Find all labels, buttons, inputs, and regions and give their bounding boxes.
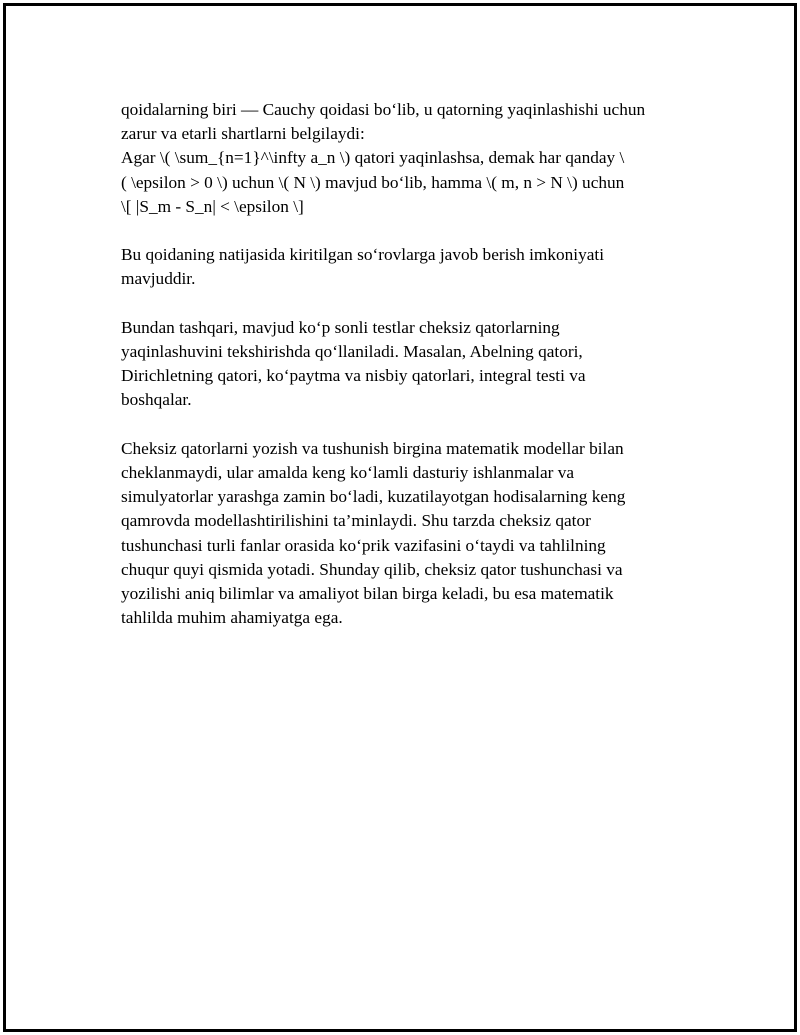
text-line: simulyatorlar yarashga zamin bo‘ladi, kuzatilayotgan hodisalarning keng bbox=[121, 487, 626, 507]
paragraph-convergence-tests bbox=[121, 316, 691, 413]
text-line: cheklanmaydi, ular amalda keng ko‘lamli dasturiy ishlanmalar va bbox=[121, 463, 574, 482]
page-frame bbox=[3, 3, 797, 1032]
document-body bbox=[121, 98, 691, 655]
text-line: tahlilda muhim ahamiyatga ega. bbox=[121, 608, 343, 628]
text-line: yozilishi aniq bilimlar va amaliyot bilan birga keladi, bu esa matematik bbox=[121, 584, 614, 604]
text-line: qoidalarning biri — Cauchy qoidasi bo‘lib, u qatorning yaqinlashishi uchun bbox=[121, 100, 646, 119]
text-line: Bundan tashqari, mavjud ko‘p sonli testlar cheksiz qatorlarning bbox=[121, 317, 560, 337]
text-line: \[ |S_m - S_n| < \epsilon \] bbox=[121, 196, 304, 216]
text-line: zarur va etarli shartlarni belgilaydi: bbox=[121, 124, 365, 144]
text-line: Bu qoidaning natijasida kiritilgan so‘rovlarga javob berish imkoniyati bbox=[121, 245, 604, 265]
text-line: chuqur quyi qismida yotadi. Shunday qilib, cheksiz qator tushunchasi va bbox=[121, 559, 623, 579]
paragraph-cauchy-rule bbox=[121, 98, 691, 219]
text-line: tushunchasi turli fanlar orasida ko‘prik vazifasini o‘taydi va tahlilning bbox=[121, 535, 606, 555]
text-line: Cheksiz qatorlarni yozish va tushunish birgina matematik modellar bilan bbox=[121, 438, 624, 458]
text-line: Agar \( \sum_{n=1}^\infty a_n \) qatori yaqinlashsa, demak har qanday \ bbox=[121, 148, 625, 168]
text-line: mavjuddir. bbox=[121, 269, 196, 289]
text-line: Dirichletning qatori, ko‘paytma va nisbiy qatorlari, integral testi va bbox=[121, 366, 586, 386]
paragraph-rule-result bbox=[121, 243, 691, 291]
text-line: boshqalar. bbox=[121, 390, 192, 410]
text-line: yaqinlashuvini tekshirishda qo‘llaniladi. Masalan, Abelning qatori, bbox=[121, 342, 583, 361]
paragraph-infinite-series-applications bbox=[121, 437, 691, 631]
text-line: ( \epsilon > 0 \) uchun \( N \) mavjud bo‘lib, hamma \( m, n > N \) uchun bbox=[121, 172, 625, 192]
text-line: qamrovda modellashtirilishini ta’minlaydi. Shu tarzda cheksiz qator bbox=[121, 511, 591, 531]
